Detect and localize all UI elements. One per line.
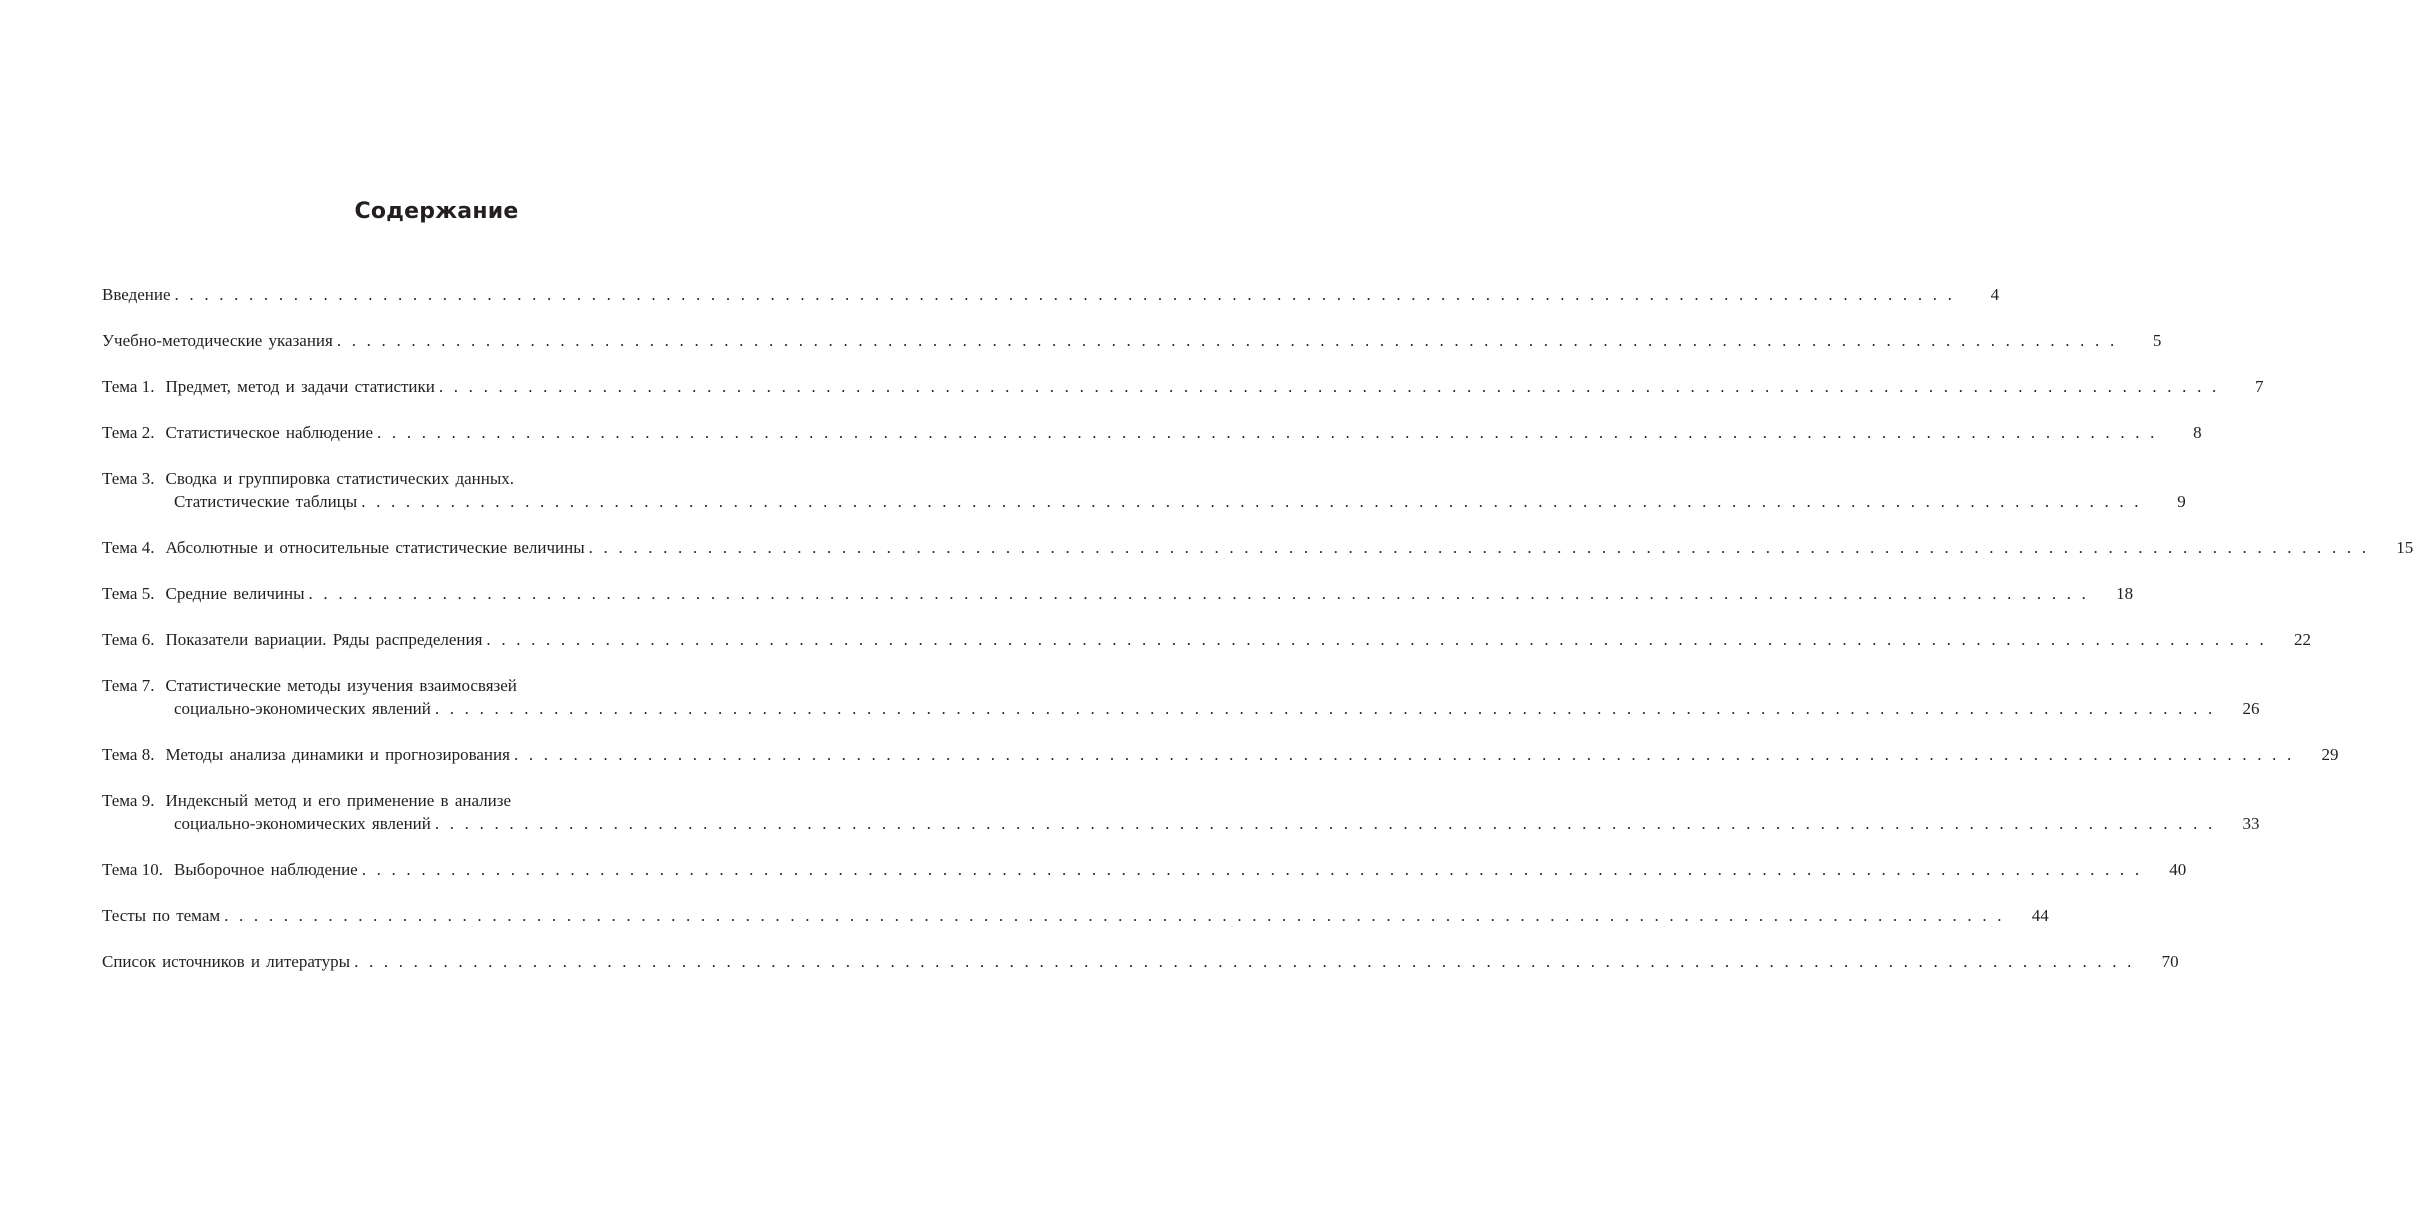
toc-entry-line <box>102 674 773 697</box>
toc-entry-line <box>102 812 2260 835</box>
toc-entry-title: социально-экономических явлений <box>174 699 431 718</box>
toc-entry[interactable] <box>102 674 2260 720</box>
toc-page-number: 15 <box>2396 538 2413 557</box>
toc-entry-number: Тема 6. <box>102 630 155 649</box>
toc-page-number: 26 <box>2242 699 2260 718</box>
toc-entry-line <box>102 789 773 812</box>
toc-entry[interactable] <box>102 283 2000 306</box>
toc-entry[interactable] <box>102 950 2179 973</box>
toc-entry-line <box>102 283 2000 306</box>
toc-entry-number: Тема 9. <box>102 791 155 810</box>
toc-entry-title: Методы анализа динамики и прогнозирования <box>165 745 510 764</box>
toc-entry-line <box>102 743 2339 766</box>
dot-leader: . . . . . . . . . . . . . . . . . . . . . . . . . . . . . . . . . . . . . . . . . . . . . . . . . . . . . . . . . . . . . . . . . . . . . . . . . . . . . . . . . . . . . . . . . . . . . . . . . . . . . . . . . . . . . . . . . . . . . . . . <box>434 814 2216 833</box>
dot-leader: . . . . . . . . . . . . . . . . . . . . . . . . . . . . . . . . . . . . . . . . . . . . . . . . . . . . . . . . . . . . . . . . . . . . . . . . . . . . . . . . . . . . . . . . . . . . . . . . . . . . . . . . . . . . . . . . . . . . . . . . <box>354 952 2135 971</box>
dot-leader: . . . . . . . . . . . . . . . . . . . . . . . . . . . . . . . . . . . . . . . . . . . . . . . . . . . . . . . . . . . . . . . . . . . . . . . . . . . . . . . . . . . . . . . . . . . . . . . . . . . . . . . . . . . . . . . . . . . . . . . . <box>588 538 2370 557</box>
toc-entry[interactable] <box>102 858 2187 881</box>
toc-entry[interactable] <box>102 628 2311 651</box>
toc-page-number: 70 <box>2161 952 2179 971</box>
toc-entry-line <box>102 858 2187 881</box>
toc-entry-number: Тема 7. <box>102 676 155 695</box>
toc-entry[interactable] <box>102 536 2413 559</box>
toc-entry-number: Тема 5. <box>102 584 155 603</box>
dot-leader: . . . . . . . . . . . . . . . . . . . . . . . . . . . . . . . . . . . . . . . . . . . . . . . . . . . . . . . . . . . . . . . . . . . . . . . . . . . . . . . . . . . . . . . . . . . . . . . . . . . . . . . . . . . . . . . . . . . . . . . . <box>361 860 2143 879</box>
toc-entry-number: Тема 3. <box>102 469 155 488</box>
toc-entry-number: Тема 10. <box>102 860 163 879</box>
toc-entry-line <box>102 421 2202 444</box>
toc-entry-title: Статистические таблицы <box>174 492 358 511</box>
dot-leader: . . . . . . . . . . . . . . . . . . . . . . . . . . . . . . . . . . . . . . . . . . . . . . . . . . . . . . . . . . . . . . . . . . . . . . . . . . . . . . . . . . . . . . . . . . . . . . . . . . . . . . . . . . . . . . . . . . . . . . . . <box>336 331 2118 350</box>
toc-page-number: 44 <box>2031 906 2049 925</box>
dot-leader: . . . . . . . . . . . . . . . . . . . . . . . . . . . . . . . . . . . . . . . . . . . . . . . . . . . . . . . . . . . . . . . . . . . . . . . . . . . . . . . . . . . . . . . . . . . . . . . . . . . . . . . . . . . . . . . . . . . . . . . . <box>486 630 2267 649</box>
toc-entry-title: Показатели вариации. Ряды распределения <box>165 630 483 649</box>
dot-leader: . . . . . . . . . . . . . . . . . . . . . . . . . . . . . . . . . . . . . . . . . . . . . . . . . . . . . . . . . . . . . . . . . . . . . . . . . . . . . . . . . . . . . . . . . . . . . . . . . . . . . . . . . . . . . . . . . . . . . . . . <box>361 492 2142 511</box>
toc-entry-line <box>102 329 2162 352</box>
page-title: Содержание <box>354 199 519 224</box>
toc-entry-line <box>102 697 2260 720</box>
toc-page-number: 22 <box>2293 630 2311 649</box>
toc-entry-line <box>102 904 2049 927</box>
toc-entry-title: Индексный метод и его применение в анализе <box>165 791 512 810</box>
dot-leader: . . . . . . . . . . . . . . . . . . . . . . . . . . . . . . . . . . . . . . . . . . . . . . . . . . . . . . . . . . . . . . . . . . . . . . . . . . . . . . . . . . . . . . . . . . . . . . . . . . . . . . . . . . . . . . . . . . . . . . . . <box>438 377 2220 396</box>
toc-entry-title: Статистическое наблюдение <box>165 423 374 442</box>
toc-entry-title: Сводка и группировка статистических данных. <box>165 469 515 488</box>
dot-leader: . . . . . . . . . . . . . . . . . . . . . . . . . . . . . . . . . . . . . . . . . . . . . . . . . . . . . . . . . . . . . . . . . . . . . . . . . . . . . . . . . . . . . . . . . . . . . . . . . . . . . . . . . . . . . . . . . . . . . . . . <box>377 423 2158 442</box>
toc-entry-title: Статистические методы изучения взаимосвязей <box>165 676 517 695</box>
toc-page-number: 33 <box>2242 814 2260 833</box>
toc-entry[interactable] <box>102 789 2260 835</box>
dot-leader: . . . . . . . . . . . . . . . . . . . . . . . . . . . . . . . . . . . . . . . . . . . . . . . . . . . . . . . . . . . . . . . . . . . . . . . . . . . . . . . . . . . . . . . . . . . . . . . . . . . . . . . . . . . . . . . . . . . . . . . . <box>513 745 2295 764</box>
dot-leader: . . . . . . . . . . . . . . . . . . . . . . . . . . . . . . . . . . . . . . . . . . . . . . . . . . . . . . . . . . . . . . . . . . . . . . . . . . . . . . . . . . . . . . . . . . . . . . . . . . . . . . . . . . . . . . . . . . . . . . . . <box>224 906 2005 925</box>
toc-page-number: 5 <box>2152 331 2162 350</box>
toc-entry-line <box>102 536 2413 559</box>
toc-entry[interactable] <box>102 582 2134 605</box>
toc-entry-title: Введение <box>102 285 171 304</box>
toc-entry-title: Средние величины <box>165 584 305 603</box>
toc-entry[interactable] <box>102 743 2339 766</box>
toc-entry-title: Абсолютные и относительные статистические величины <box>165 538 585 557</box>
toc-page-number: 4 <box>1990 285 2000 304</box>
toc-page-number: 40 <box>2169 860 2187 879</box>
toc-page-number: 29 <box>2321 745 2339 764</box>
toc-entry-number: Тема 2. <box>102 423 155 442</box>
dot-leader: . . . . . . . . . . . . . . . . . . . . . . . . . . . . . . . . . . . . . . . . . . . . . . . . . . . . . . . . . . . . . . . . . . . . . . . . . . . . . . . . . . . . . . . . . . . . . . . . . . . . . . . . . . . . . . . . . . . . . . . . <box>308 584 2090 603</box>
toc-entry-line <box>102 467 773 490</box>
dot-leader: . . . . . . . . . . . . . . . . . . . . . . . . . . . . . . . . . . . . . . . . . . . . . . . . . . . . . . . . . . . . . . . . . . . . . . . . . . . . . . . . . . . . . . . . . . . . . . . . . . . . . . . . . . . . . . . . . . . . . . . . <box>434 699 2216 718</box>
toc-page-number: 8 <box>2193 423 2202 442</box>
toc-entry[interactable] <box>102 329 2162 352</box>
toc-page-number: 7 <box>2254 377 2264 396</box>
toc-page-number: 18 <box>2116 584 2134 603</box>
toc-entry[interactable] <box>102 375 2264 398</box>
toc-entry-line <box>102 628 2311 651</box>
toc-entry-title: социально-экономических явлений <box>174 814 431 833</box>
toc-entry-line <box>102 950 2179 973</box>
toc-entry-number: Тема 4. <box>102 538 155 557</box>
toc-entry-title: Тесты по темам <box>102 906 221 925</box>
toc-entry[interactable] <box>102 467 2186 513</box>
toc-entry-number: Тема 1. <box>102 377 155 396</box>
toc-entry[interactable] <box>102 904 2049 927</box>
toc-entry-number: Тема 8. <box>102 745 155 764</box>
toc-entry-title: Предмет, метод и задачи статистики <box>165 377 435 396</box>
toc-page-number: 9 <box>2177 492 2186 511</box>
toc-entry-title: Выборочное наблюдение <box>173 860 358 879</box>
toc-entry-line <box>102 582 2134 605</box>
toc-entry-title: Список источников и литературы <box>102 952 351 971</box>
toc-entry-title: Учебно-методические указания <box>102 331 333 350</box>
toc-entry-line <box>102 490 2186 513</box>
toc-entry-line <box>102 375 2264 398</box>
toc-entry[interactable] <box>102 421 2202 444</box>
dot-leader: . . . . . . . . . . . . . . . . . . . . . . . . . . . . . . . . . . . . . . . . . . . . . . . . . . . . . . . . . . . . . . . . . . . . . . . . . . . . . . . . . . . . . . . . . . . . . . . . . . . . . . . . . . . . . . . . . . . . . . . . <box>174 285 1956 304</box>
